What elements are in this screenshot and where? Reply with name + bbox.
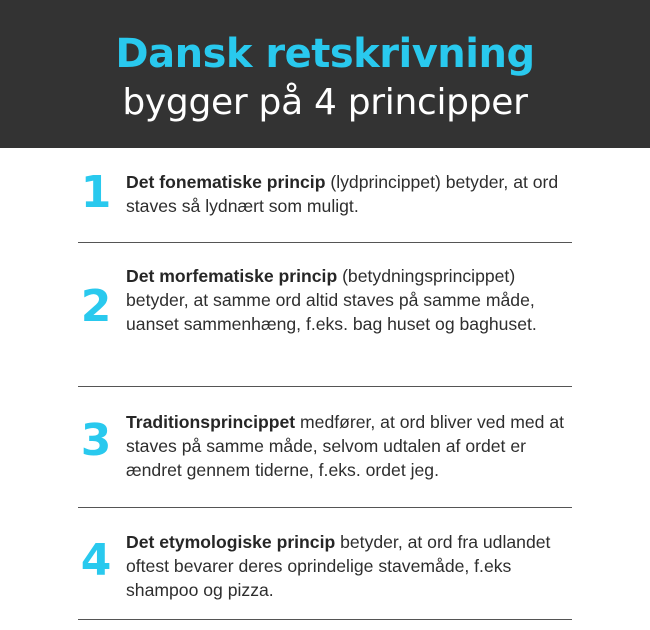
principle-name: Det morfematiske princip [126,266,338,286]
principle-description [126,410,574,482]
divider [78,386,572,387]
principle-name: Det etymologiske princip [126,532,336,552]
principle-name: Traditionsprincippet [126,412,296,432]
principle-text: (lydprincippet) betyder, at ord staves så lydnært som muligt. [126,172,559,216]
principle-number: 1 [80,167,112,218]
principle-1 [78,166,572,222]
principle-3 [78,410,572,486]
header-banner [0,0,650,148]
divider [78,619,572,620]
principle-description [126,530,574,602]
principle-name: Det fonematiske princip [126,172,326,192]
page-title: Dansk retskrivning [115,31,535,77]
principle-number: 3 [80,415,112,466]
principle-number: 4 [80,535,112,586]
principle-text: (betydningsprincippet) betyder, at samme ord altid staves på samme måde, uanset sammenhæng, f.eks. bag huset og baghuset. [126,266,537,334]
principle-4 [78,530,572,606]
principle-text: betyder, at ord fra udlandet oftest bevarer deres oprindelige stavemåde, f.eks shampoo og pizza. [126,532,551,600]
principle-description [126,264,574,336]
principle-2 [78,264,572,364]
principle-text: medfører, at ord bliver ved med at staves på samme måde, selvom udtalen af ordet er ændret gennem tiderne, f.eks. ordet jeg. [126,412,565,480]
page-subtitle: bygger på 4 principper [122,82,528,123]
principle-number: 2 [80,281,112,332]
principle-description [126,170,574,218]
divider [78,242,572,243]
divider [78,507,572,508]
